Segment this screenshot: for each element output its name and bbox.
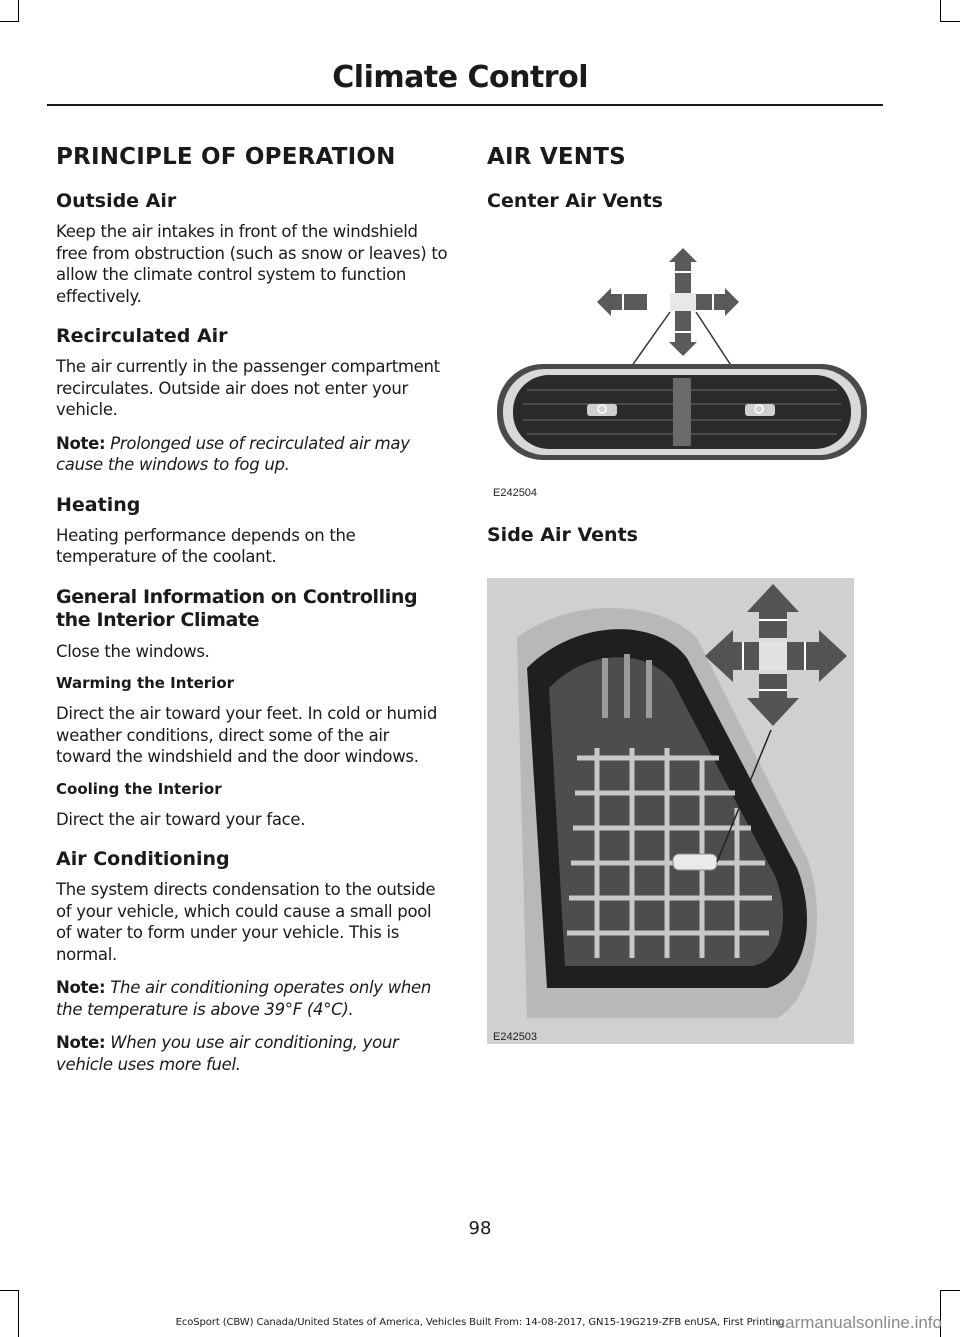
crop-mark	[941, 1290, 960, 1291]
air-conditioning-note-1	[56, 977, 448, 1020]
heading-warming: Warming the Interior	[56, 674, 235, 692]
heating-text: Heating performance depends on the temperature of the coolant.	[56, 525, 356, 566]
cooling-text: Direct the air toward your face.	[56, 809, 306, 829]
recirculated-air-note	[56, 433, 448, 476]
crop-mark	[941, 21, 960, 22]
outside-air-text: Keep the air intakes in front of the windshield free from obstruction (such as snow or leaves) to allow the climate control system to function effectively.	[56, 222, 448, 306]
heading-cooling: Cooling the Interior	[56, 779, 222, 798]
left-column	[56, 144, 448, 1087]
four-way-arrow-icon	[597, 248, 739, 356]
heading-recirculated-air: Recirculated Air	[56, 325, 228, 347]
center-air-vent-figure	[487, 232, 877, 512]
recirculated-air-text: The air currently in the passenger compartment recirculates. Outside air does not enter your vehicle.	[56, 357, 440, 419]
side-air-vent-figure	[487, 578, 854, 1044]
heading-side-air-vents: Side Air Vents	[487, 524, 638, 546]
figure-id-label: E242503	[493, 1031, 538, 1043]
footer-text: EcoSport (CBW) Canada/United States of America, Vehicles Built From: 14-08-2017, GN15-19G219-ZFB enUSA, First Printing	[175, 1317, 785, 1328]
section-title-principle: PRINCIPLE OF OPERATION	[56, 144, 396, 170]
crop-mark	[18, 1290, 19, 1337]
air-conditioning-text: The system directs condensation to the outside of your vehicle, which could cause a small pool of water to form under your vehicle. This is normal.	[56, 880, 436, 964]
note-label: Note:	[56, 978, 106, 997]
note-text: The air conditioning operates only when the temperature is above 39°F (4°C).	[56, 978, 432, 1019]
crop-mark	[0, 21, 19, 22]
note-label: Note:	[56, 1033, 106, 1052]
heading-center-air-vents: Center Air Vents	[487, 190, 663, 212]
crop-mark	[0, 1290, 19, 1291]
page-number: 98	[468, 1218, 492, 1239]
page-title: Climate Control	[332, 60, 588, 95]
header-rule	[47, 104, 883, 106]
general-text: Close the windows.	[56, 641, 210, 661]
note-text: Prolonged use of recirculated air may cause the windows to fog up.	[56, 433, 410, 474]
crop-mark	[18, 0, 19, 22]
note-label: Note:	[56, 433, 106, 453]
warming-text: Direct the air toward your feet. In cold or humid weather conditions, direct some of the air toward the windshield and the door windows.	[56, 704, 438, 766]
right-column	[487, 144, 867, 221]
heading-outside-air: Outside Air	[56, 190, 177, 212]
note-text: When you use air conditioning, your vehicle uses more fuel.	[56, 1033, 399, 1074]
figure-id-label: E242504	[493, 487, 538, 499]
air-conditioning-note-2	[56, 1032, 448, 1075]
heading-heating: Heating	[56, 493, 141, 516]
watermark: carmanualsonline.info	[776, 1313, 942, 1332]
section-title-air-vents: AIR VENTS	[487, 144, 626, 170]
crop-mark	[940, 0, 941, 22]
heading-general-information: General Information on Controlling the Interior Climate	[56, 585, 418, 631]
heading-air-conditioning: Air Conditioning	[56, 848, 230, 870]
